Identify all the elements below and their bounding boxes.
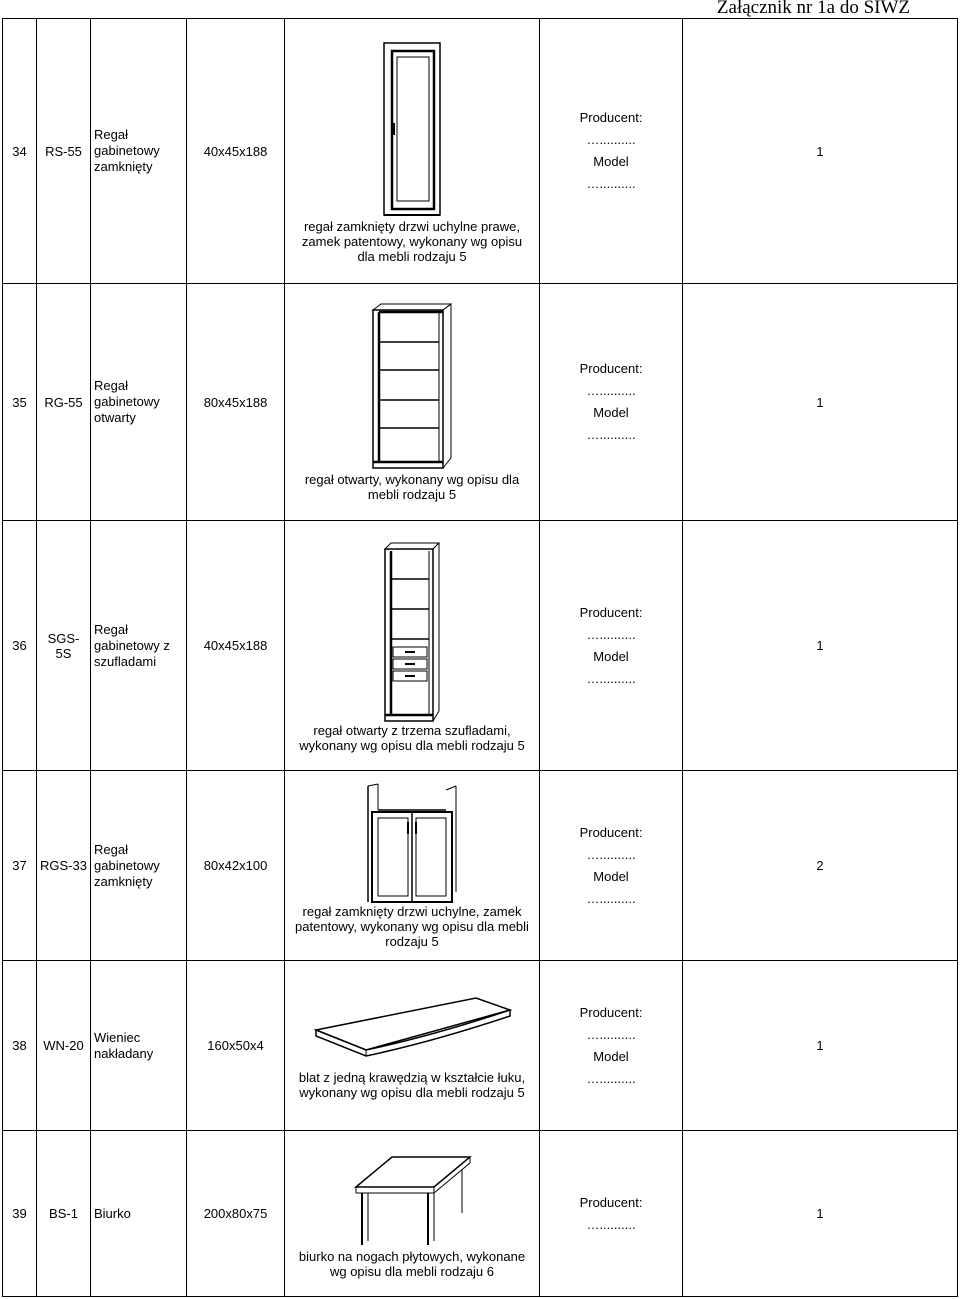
table-row <box>3 284 958 521</box>
producer-value[interactable]: ….......... <box>586 383 636 398</box>
item-description: blat z jedną krawędzią w kształcie łuku, wykonany wg opisu dla mebli rodzaju 5 <box>298 1069 526 1100</box>
producer-label: Producent: <box>579 110 643 125</box>
table-row <box>3 19 958 284</box>
producer-label: Producent: <box>579 1194 643 1210</box>
model-label: Model <box>593 154 629 169</box>
producer-cell <box>540 771 683 961</box>
producer-label: Producent: <box>579 1004 643 1020</box>
item-code: BS-1 <box>37 1131 91 1297</box>
item-name: Regał gabinetowy zamknięty <box>91 771 187 961</box>
item-illustration-cell <box>285 771 540 961</box>
attachment-header: Załącznik nr 1a do SIWZ <box>716 0 910 18</box>
item-number: 38 <box>3 961 37 1131</box>
model-label: Model <box>593 648 629 664</box>
producer-value[interactable]: ….......... <box>586 846 636 862</box>
item-dimensions: 200x80x75 <box>187 1131 285 1297</box>
producer-cell <box>540 19 683 284</box>
model-value[interactable]: ….......... <box>586 670 636 686</box>
item-code: RS-55 <box>37 19 91 284</box>
item-illustration-cell <box>285 961 540 1131</box>
table-row <box>3 771 958 961</box>
model-value[interactable]: ….......... <box>586 176 636 191</box>
producer-label: Producent: <box>579 824 643 840</box>
item-code: RG-55 <box>37 284 91 521</box>
model-value[interactable]: ….......... <box>586 1070 636 1086</box>
item-quantity: 1 <box>683 521 958 771</box>
closed-bookcase-icon <box>372 39 452 219</box>
item-description: biurko na nogach płytowych, wykonane wg opisu dla mebli rodzaju 6 <box>298 1248 526 1279</box>
desk-icon <box>352 1149 472 1249</box>
producer-cell <box>540 1131 683 1297</box>
low-cabinet-icon <box>362 782 462 904</box>
item-illustration-cell <box>285 521 540 771</box>
producer-label: Producent: <box>579 604 643 620</box>
item-code: WN-20 <box>37 961 91 1131</box>
item-dimensions: 40x45x188 <box>187 521 285 771</box>
item-quantity: 1 <box>683 284 958 521</box>
producer-value[interactable]: ….......... <box>586 1216 636 1232</box>
producer-value[interactable]: ….......... <box>586 132 636 147</box>
item-dimensions: 80x45x188 <box>187 284 285 521</box>
producer-cell <box>540 284 683 521</box>
item-name: Regał gabinetowy otwarty <box>91 284 187 521</box>
producer-label: Producent: <box>579 361 643 376</box>
item-dimensions: 80x42x100 <box>187 771 285 961</box>
item-illustration-cell <box>285 19 540 284</box>
item-description: regał zamknięty drzwi uchylne prawe, zamek patentowy, wykonany wg opisu dla mebli rodzaju 5 <box>301 218 523 264</box>
item-code: RGS-33 <box>37 771 91 961</box>
item-name: Regał gabinetowy zamknięty <box>91 19 187 284</box>
producer-value[interactable]: ….......... <box>586 626 636 642</box>
item-description: regał otwarty z trzema szufladami, wykonany wg opisu dla mebli rodzaju 5 <box>299 722 525 753</box>
items-table <box>2 18 958 1297</box>
item-code: SGS-5S <box>37 521 91 771</box>
producer-cell <box>540 961 683 1131</box>
item-quantity: 1 <box>683 961 958 1131</box>
drawer-bookcase-icon <box>377 539 447 723</box>
item-dimensions: 40x45x188 <box>187 19 285 284</box>
item-illustration-cell <box>285 1131 540 1297</box>
item-name: Wieniec nakładany <box>91 961 187 1131</box>
item-name: Biurko <box>91 1131 187 1297</box>
item-dimensions: 160x50x4 <box>187 961 285 1131</box>
item-quantity: 1 <box>683 19 958 284</box>
item-quantity: 1 <box>683 1131 958 1297</box>
model-label: Model <box>593 405 629 420</box>
table-row <box>3 521 958 771</box>
item-number: 34 <box>3 19 37 284</box>
item-name: Regał gabinetowy z szufladami <box>91 521 187 771</box>
table-row <box>3 961 958 1131</box>
item-illustration-cell <box>285 284 540 521</box>
item-description: regał otwarty, wykonany wg opisu dla mebli rodzaju 5 <box>304 472 520 502</box>
item-quantity: 2 <box>683 771 958 961</box>
item-number: 36 <box>3 521 37 771</box>
item-number: 39 <box>3 1131 37 1297</box>
model-label: Model <box>593 868 629 884</box>
item-number: 35 <box>3 284 37 521</box>
item-description: regał zamknięty drzwi uchylne, zamek patentowy, wykonany wg opisu dla mebli rodzaju 5 <box>295 904 529 949</box>
producer-cell <box>540 521 683 771</box>
model-value[interactable]: ….......... <box>586 427 636 442</box>
open-bookcase-icon <box>367 302 457 472</box>
table-row <box>3 1131 958 1297</box>
top-panel-icon <box>312 992 512 1070</box>
item-number: 37 <box>3 771 37 961</box>
producer-value[interactable]: ….......... <box>586 1026 636 1042</box>
model-label: Model <box>593 1048 629 1064</box>
model-value[interactable]: ….......... <box>586 890 636 906</box>
